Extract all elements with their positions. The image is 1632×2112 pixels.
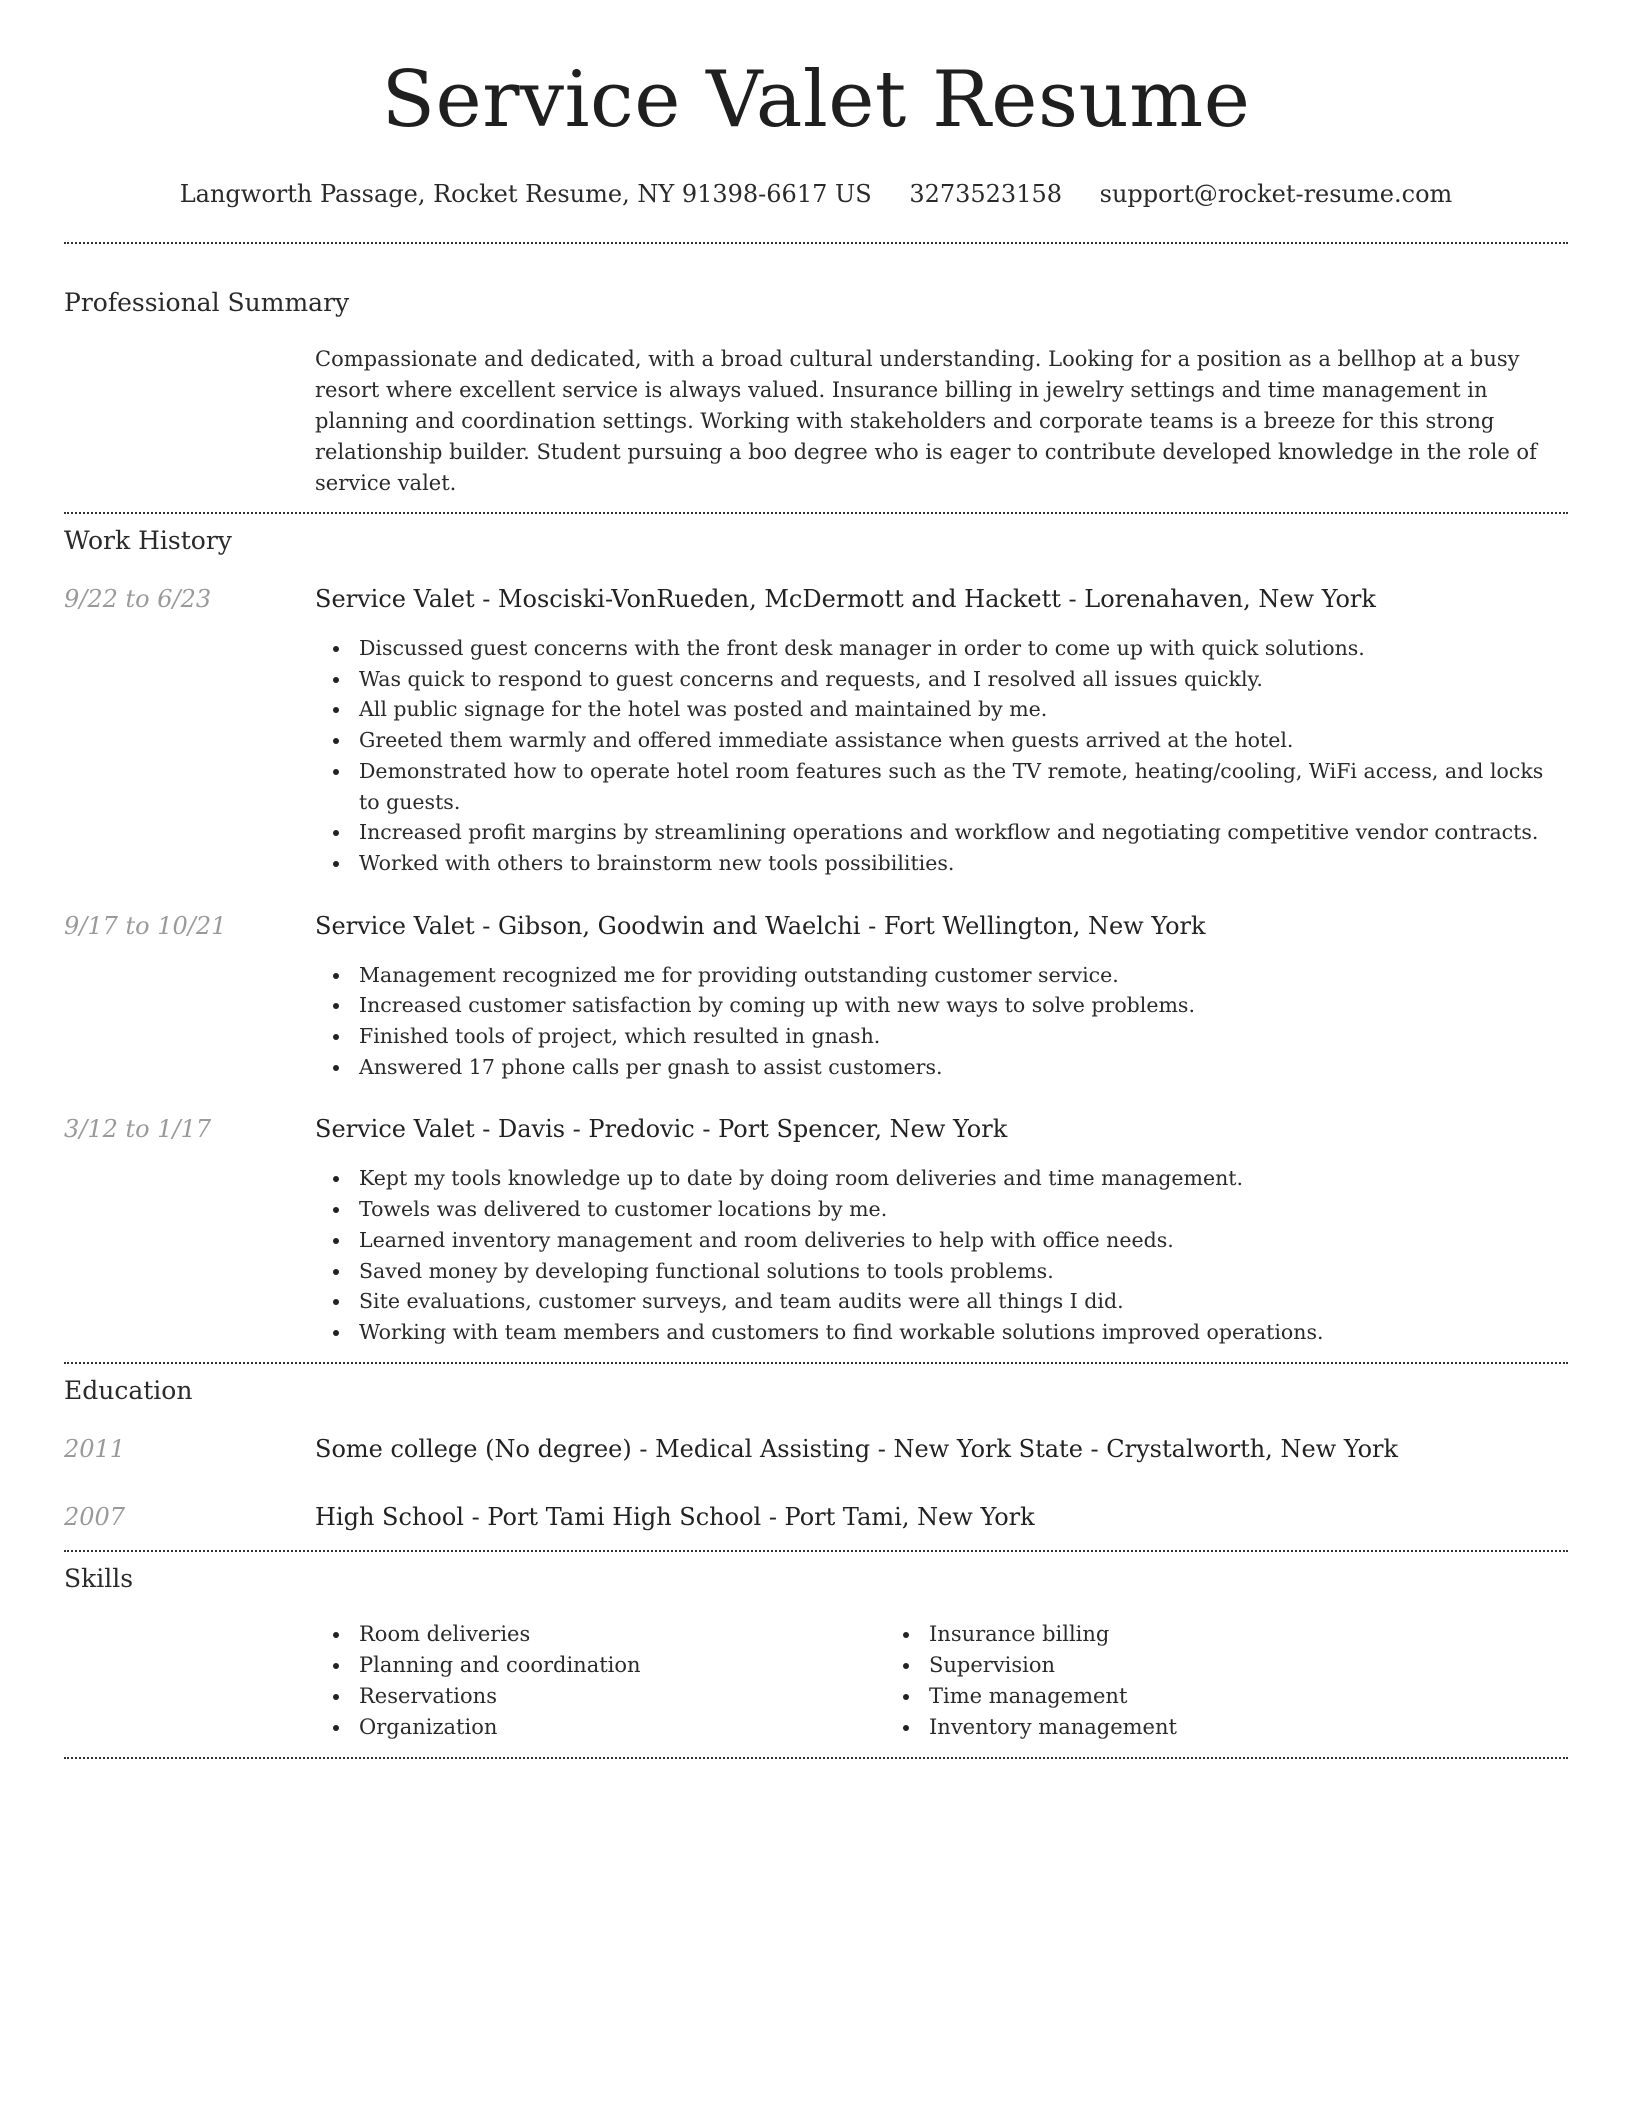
skills-list (315, 1619, 1568, 1743)
list-item: Site evaluations, customer surveys, and team audits were all things I did. (359, 1286, 1568, 1317)
skills-column-right (885, 1619, 1455, 1743)
education-title: Some college (No degree) - Medical Assisting - New York State - Crystalworth, New York (315, 1434, 1399, 1463)
skills-heading: Skills (64, 1563, 134, 1593)
list-item: Saved money by developing functional solutions to tools problems. (359, 1256, 1568, 1287)
contact-line (64, 178, 1568, 210)
job-bullets (315, 1163, 1568, 1347)
job-entry (64, 583, 1568, 879)
education-entry (64, 1433, 1568, 1465)
list-item: Supervision (929, 1650, 1455, 1681)
section-divider (64, 1550, 1568, 1552)
job-dates: 9/17 to 10/21 (64, 911, 227, 940)
contact-phone: 3273523158 (909, 180, 1063, 208)
list-item: Kept my tools knowledge up to date by doing room deliveries and time management. (359, 1163, 1568, 1194)
list-item: Discussed guest concerns with the front desk manager in order to come up with quick solutions. (359, 633, 1568, 664)
job-entry (64, 1113, 1568, 1347)
list-item: Learned inventory management and room deliveries to help with office needs. (359, 1225, 1568, 1256)
education-entry (64, 1501, 1568, 1533)
list-item: Towels was delivered to customer locations by me. (359, 1194, 1568, 1225)
section-divider (64, 1757, 1568, 1759)
education-heading: Education (64, 1375, 193, 1405)
job-bullets (315, 633, 1568, 879)
education-title: High School - Port Tami High School - Port Tami, New York (315, 1502, 1035, 1531)
section-divider (64, 512, 1568, 514)
job-title: Service Valet - Mosciski-VonRueden, McDermott and Hackett - Lorenahaven, New York (315, 585, 1376, 613)
list-item: Planning and coordination (359, 1650, 885, 1681)
list-item: Was quick to respond to guest concerns and requests, and I resolved all issues quickly. (359, 664, 1568, 695)
list-item: All public signage for the hotel was posted and maintained by me. (359, 694, 1568, 725)
list-item: Reservations (359, 1681, 885, 1712)
list-item: Answered 17 phone calls per gnash to assist customers. (359, 1052, 1568, 1083)
job-title: Service Valet - Gibson, Goodwin and Waelchi - Fort Wellington, New York (315, 911, 1206, 940)
list-item: Greeted them warmly and offered immediate assistance when guests arrived at the hotel. (359, 725, 1568, 756)
work-history-heading: Work History (64, 526, 232, 555)
summary-text: Compassionate and dedicated, with a broad cultural understanding. Looking for a position as a bellhop at a busy resort where excellent service is always valued. Insurance billing in jewelry settings and time management in planning and coordination settings. Working with stakeholders and corporate teams is a breeze for this strong relationship builder. Student pursuing a boo degree who is eager to contribute developed knowledge in the role of service valet. (315, 347, 1537, 495)
list-item: Worked with others to brainstorm new tools possibilities. (359, 848, 1568, 879)
job-dates: 3/12 to 1/17 (64, 1115, 212, 1144)
list-item: Working with team members and customers to find workable solutions improved operations. (359, 1317, 1568, 1348)
job-entry (64, 910, 1568, 1083)
contact-address: Langworth Passage, Rocket Resume, NY 91398-6617 US (179, 180, 872, 208)
list-item: Increased profit margins by streamlining operations and workflow and negotiating competitive vendor contracts. (359, 817, 1568, 848)
section-divider (64, 242, 1568, 244)
resume-title: Service Valet Resume (381, 55, 1251, 145)
list-item: Inventory management (929, 1712, 1455, 1743)
section-divider (64, 1362, 1568, 1364)
skills-column-left (315, 1619, 885, 1743)
list-item: Demonstrated how to operate hotel room features such as the TV remote, heating/cooling, WiFi access, and locks to guests. (359, 756, 1568, 817)
list-item: Increased customer satisfaction by coming up with new ways to solve problems. (359, 990, 1568, 1021)
list-item: Finished tools of project, which resulted in gnash. (359, 1021, 1568, 1052)
list-item: Organization (359, 1712, 885, 1743)
contact-email: support@rocket-resume.com (1099, 180, 1453, 208)
list-item: Management recognized me for providing outstanding customer service. (359, 960, 1568, 991)
job-title: Service Valet - Davis - Predovic - Port Spencer, New York (315, 1115, 1008, 1144)
list-item: Time management (929, 1681, 1455, 1712)
list-item: Insurance billing (929, 1619, 1455, 1650)
job-dates: 9/22 to 6/23 (64, 585, 212, 613)
job-bullets (315, 960, 1568, 1083)
education-year: 2011 (64, 1434, 126, 1463)
resume-header (64, 0, 1568, 210)
summary-heading: Professional Summary (64, 288, 350, 317)
education-year: 2007 (64, 1502, 126, 1531)
list-item: Room deliveries (359, 1619, 885, 1650)
